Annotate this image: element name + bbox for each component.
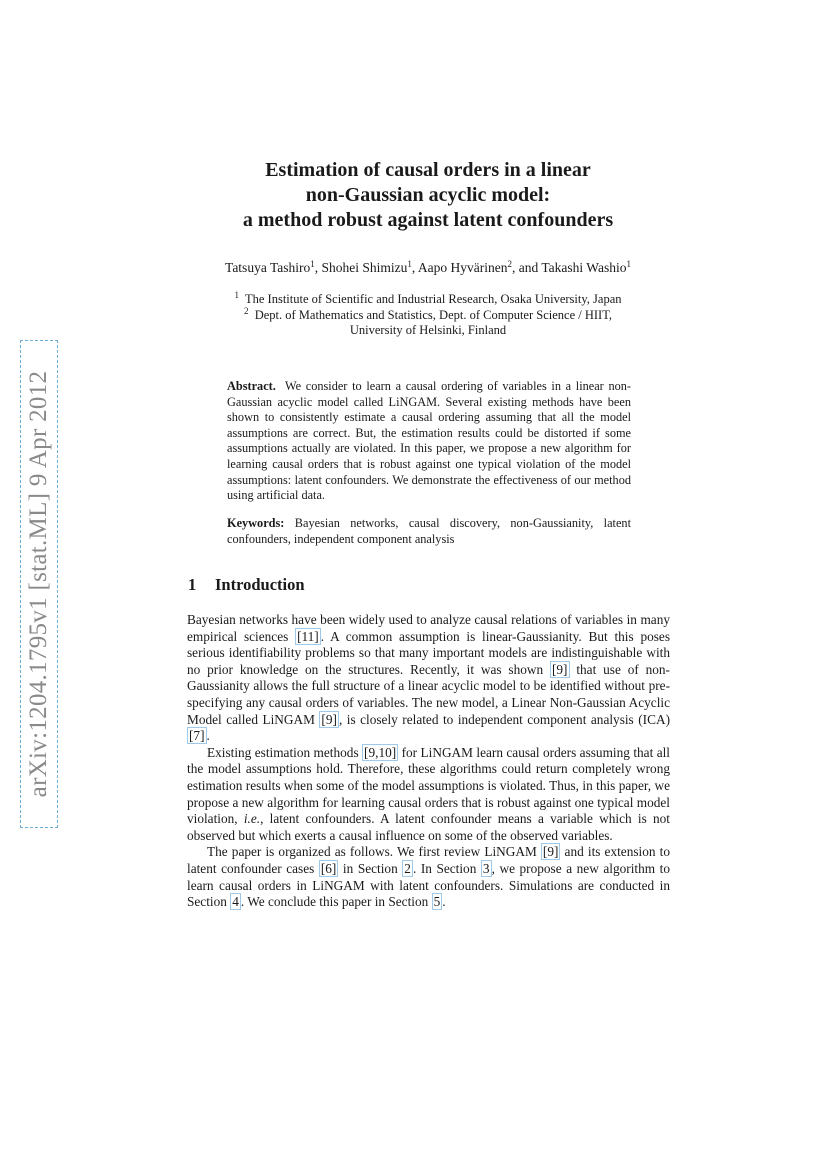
- citation-link[interactable]: [9,10]: [364, 744, 397, 760]
- paragraph: [187, 612, 670, 745]
- title-line-1: Estimation of causal orders in a linear: [265, 159, 591, 181]
- section-body: [187, 612, 670, 911]
- body-text-span: for LiNGAM learn causal orders assuming that all the model assumptions hold. Therefore, these algorithms could return completely wrong estimation results when some of the model assumptions is violated. Thus, in this paper, we propose a new algorithm for learning causal orders that is robust against one typical model violation,: [187, 744, 670, 827]
- body-text-span: Existing estimation methods: [207, 744, 363, 760]
- title-line-3: a method robust against latent confounders: [242, 209, 614, 231]
- body-text-span: .: [442, 894, 446, 910]
- body-text-span: that use of non-Gaussianity allows the full structure of a linear acyclic model to be identified without pre-specifying any causal orders of variables. The new model, a Linear Non-Gaussian Acyclic Model called LiNGAM: [187, 661, 670, 727]
- body-text-span: , is closely related to independent component analysis (ICA): [338, 711, 670, 727]
- body-text-span: , we propose a new algorithm to learn causal orders in LiNGAM with latent confounders. Simulations are conducted in Section: [187, 860, 670, 910]
- affiliation-mark: 1: [234, 290, 239, 300]
- abstract: [227, 379, 631, 504]
- citation-link[interactable]: [6]: [320, 860, 337, 876]
- affiliation-2-line-2: University of Helsinki, Finland: [349, 323, 507, 337]
- arxiv-identifier: arXiv:1204.1795v1 [stat.ML] 9 Apr 2012: [25, 370, 52, 798]
- author-separator: ,: [314, 260, 322, 275]
- author-separator: , and: [512, 260, 542, 275]
- keywords-text: Bayesian networks, causal discovery, non-Gaussianity, latent confounders, independent component analysis: [227, 516, 631, 546]
- section-title: Introduction: [215, 575, 305, 594]
- section-heading: [188, 575, 305, 595]
- body-text-span: , latent confounders. A latent confounder means a variable which is not observed but which exerts a causal influence on some of the observed variables.: [187, 811, 671, 843]
- italic-ie: i.e.: [243, 811, 261, 827]
- abstract-text: We consider to learn a causal ordering of variables in a linear non-Gaussian acyclic model called LiNGAM. Several existing methods have been shown to consistently estimate a causal ordering assuming that all the model assumptions are correct. But, the estimation results could be distorted if some assumptions actually are violated. In this paper, we propose a new algorithm for learning causal orders that is robust against one typical violation of the model assumptions: latent confounders. We demonstrate the effectiveness of our method using artificial data.: [227, 379, 631, 503]
- affiliation-2: [130, 305, 726, 324]
- affiliation-mark: 2: [507, 259, 512, 269]
- author-separator: ,: [411, 260, 418, 275]
- author-name: Takashi Washio: [541, 260, 627, 275]
- citation-link[interactable]: [9]: [542, 844, 559, 860]
- author-name: Aapo Hyvärinen: [417, 260, 508, 275]
- author-name: Shohei Shimizu: [321, 260, 408, 275]
- body-text-span: . In Section: [412, 860, 481, 876]
- keywords: [227, 516, 631, 547]
- affiliation-1-text: The Institute of Scientific and Industrial Research, Osaka University, Japan: [245, 292, 622, 306]
- paragraph: [187, 745, 670, 845]
- paper-title: [160, 158, 696, 233]
- body-text-span: . We conclude this paper in Section: [240, 894, 432, 910]
- body-text-span: and its extension to latent confounder cases: [187, 844, 670, 876]
- section-link[interactable]: 2: [404, 860, 411, 876]
- section-link[interactable]: 4: [232, 894, 239, 910]
- affiliation-mark: 1: [310, 259, 315, 269]
- author-list: [120, 260, 736, 276]
- body-text-span: Bayesian networks have been widely used to analyze causal relations of variables in many empirical sciences: [187, 612, 670, 644]
- affiliation-mark: 1: [407, 259, 412, 269]
- abstract-label: Abstract.: [227, 379, 276, 393]
- paragraph: [187, 844, 670, 910]
- body-text-span: The paper is organized as follows. We first review LiNGAM: [207, 844, 541, 860]
- body-text-span: in Section: [338, 860, 403, 876]
- affiliation-mark: 2: [243, 305, 249, 316]
- citation-link[interactable]: [9]: [551, 661, 568, 677]
- section-link[interactable]: 5: [433, 894, 441, 910]
- citation-link[interactable]: [9]: [321, 711, 337, 727]
- body-text-span: . A common assumption is linear-Gaussianity. But this poses serious identifiability problems so that many important models are indistinguishable with no prior knowledge on the structures. Recently, it was shown: [187, 628, 670, 677]
- section-number: 1: [188, 575, 197, 594]
- citation-link[interactable]: [7]: [189, 728, 205, 744]
- body-text-span: .: [206, 728, 210, 744]
- affiliation-2-text: Dept. of Mathematics and Statistics, Dept. of Computer Science / HIIT,: [254, 307, 613, 322]
- citation-link[interactable]: [11]: [297, 628, 319, 644]
- title-line-2: non-Gaussian acyclic model:: [305, 184, 551, 206]
- affiliation-1: [130, 292, 726, 308]
- keywords-label: Keywords:: [227, 516, 285, 530]
- affiliation-mark: 1: [626, 259, 631, 269]
- section-link[interactable]: 3: [482, 860, 490, 876]
- affiliations: [130, 292, 726, 339]
- author-name: Tatsuya Tashiro: [225, 260, 311, 275]
